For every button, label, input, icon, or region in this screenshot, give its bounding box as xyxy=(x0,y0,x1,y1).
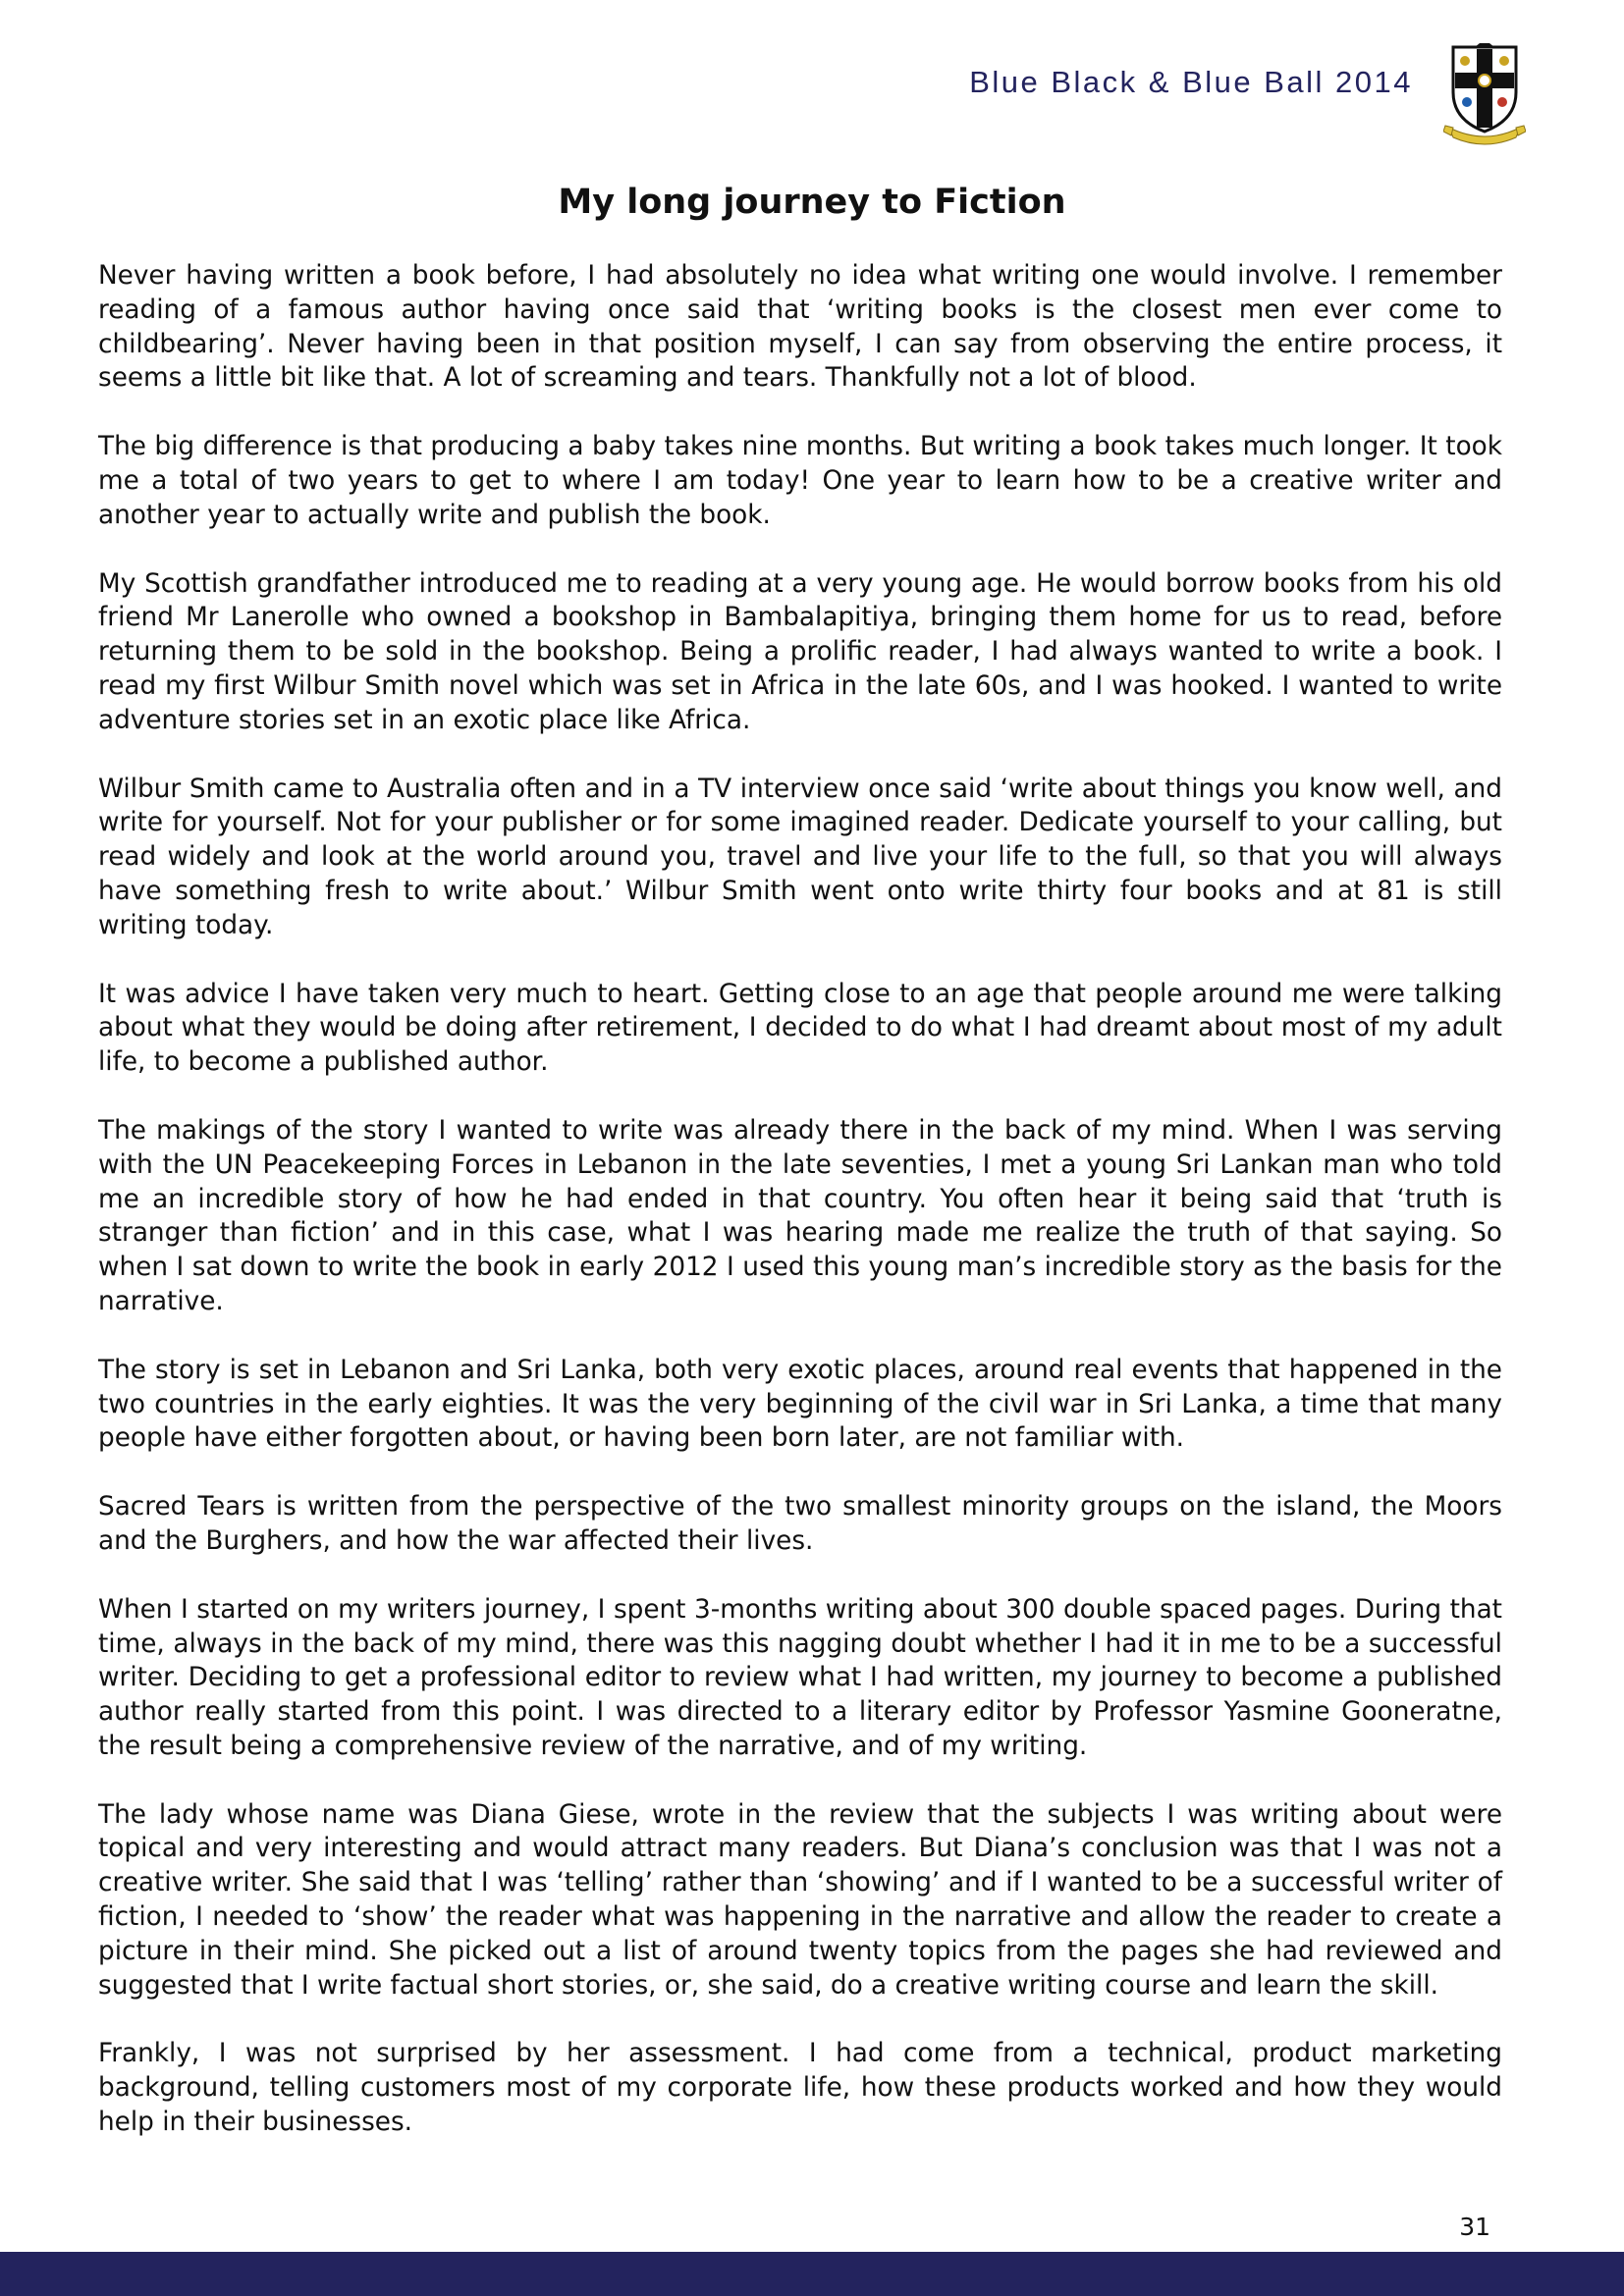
paragraph: Frankly, I was not surprised by her assessment. I had come from a technical, product marketing background, telling customers most of my corporate life, how these products worked and how they would help in their businesses. xyxy=(98,2039,1502,2138)
publication-title: Blue Black & Blue Ball 2014 xyxy=(969,65,1413,99)
paragraph: Never having written a book before, I had absolutely no idea what writing one would involve. I remember reading of a famous author having once said that ‘writing books is the closest men ever come to childbearing’. Never having been in that position myself, I can say from observing the entire process, it seems a little bit like that. A lot of screaming and tears. Thankfully not a lot of blood. xyxy=(98,261,1502,394)
footer-bar xyxy=(0,2252,1624,2296)
paragraph: The makings of the story I wanted to write was already there in the back of my mind. When I was serving with the UN Peacekeeping Forces in Lebanon in the late seventies, I met a young Sri Lankan man who told me an incredible story of how he had ended in that country. You often hear it being said that ‘truth is stranger than fiction’ and in this case, what I was hearing made me realize the truth of that saying. So when I sat down to write the book in early 2012 I used this young man’s incredible story as the basis for the narrative. xyxy=(98,1115,1502,1316)
paragraph: It was advice I have taken very much to heart. Getting close to an age that people around me were talking about what they would be doing after retirement, I decided to do what I had dreamt about most of my adult life, to become a published author. xyxy=(98,979,1502,1078)
school-crest-icon xyxy=(1443,43,1526,147)
page-number: 31 xyxy=(1459,2213,1490,2241)
article-body xyxy=(98,259,1502,2174)
paragraph: My Scottish grandfather introduced me to reading at a very young age. He would borrow books from his old friend Mr Lanerolle who owned a bookshop in Bambalapitiya, bringing them home for us to read, before returning them to be sold in the bookshop. Being a prolific reader, I had always wanted to write a book. I read my first Wilbur Smith novel which was set in Africa in the late 60s, and I was hooked. I wanted to write adventure stories set in an exotic place like Africa. xyxy=(98,568,1502,735)
article-title: My long journey to Fiction xyxy=(558,183,1066,222)
paragraph: The big difference is that producing a baby takes nine months. But writing a book takes much longer. It took me a total of two years to get to where I am today! One year to learn how to be a creative writer and another year to actually write and publish the book. xyxy=(98,432,1502,530)
paragraph: Wilbur Smith came to Australia often and in a TV interview once said ‘write about things you know well, and write for yourself. Not for your publisher or for some imagined reader. Dedicate yourself to your calling, but read widely and look at the world around you, travel and live your life to the full, so that you will always have something fresh to write about.’ Wilbur Smith went onto write thirty four books and at 81 is still writing today. xyxy=(98,774,1502,940)
paragraph: Sacred Tears is written from the perspective of the two smallest minority groups on the island, the Moors and the Burghers, and how the war affected their lives. xyxy=(98,1492,1502,1556)
paragraph: When I started on my writers journey, I spent 3-months writing about 300 double spaced pages. During that time, always in the back of my mind, there was this nagging doubt whether I had it in me to be a successful writer. Deciding to get a professional editor to review what I had written, my journey to become a published author really started from this point. I was directed to a literary editor by Professor Yasmine Gooneratne, the result being a comprehensive review of the narrative, and of my writing. xyxy=(98,1594,1502,1761)
paragraph: The lady whose name was Diana Giese, wrote in the review that the subjects I was writing about were topical and very interesting and would attract many readers. But Diana’s conclusion was that I was not a creative writer. She said that I was ‘telling’ rather than ‘showing’ and if I wanted to be a successful writer of fiction, I needed to ‘show’ the reader what was happening in the narrative and allow the reader to create a picture in their mind. She picked out a list of around twenty topics from the pages she had reviewed and suggested that I write factual short stories, or, she said, do a creative writing course and learn the skill. xyxy=(98,1799,1502,2001)
paragraph: The story is set in Lebanon and Sri Lanka, both very exotic places, around real events that happened in the two countries in the early eighties. It was the very beginning of the civil war in Sri Lanka, a time that many people have either forgotten about, or having been born later, are not familiar with. xyxy=(98,1355,1502,1454)
